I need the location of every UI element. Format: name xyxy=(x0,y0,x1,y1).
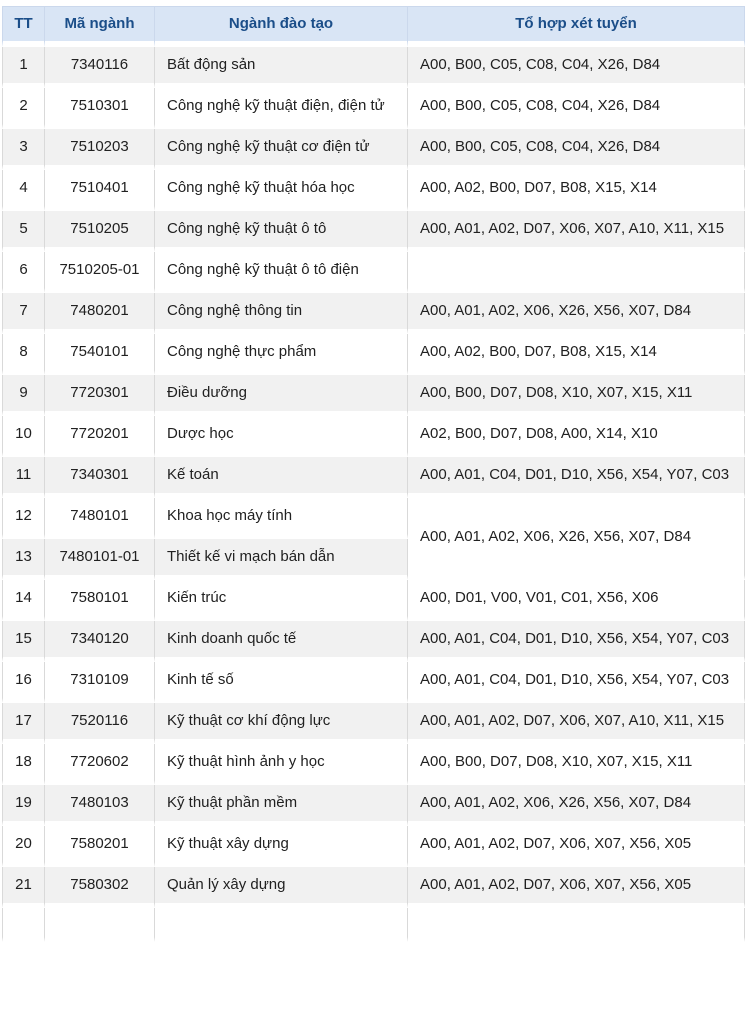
table-row xyxy=(2,170,745,211)
cell-code: 7580302 xyxy=(45,867,155,908)
table-row xyxy=(2,211,745,252)
cell-tt: 9 xyxy=(2,375,45,416)
cell-combos xyxy=(408,252,745,293)
cell-major: Công nghệ thông tin xyxy=(155,293,408,334)
cell-major: Kỹ thuật hình ảnh y học xyxy=(155,744,408,785)
cell-combos: A00, A01, C04, D01, D10, X56, X54, Y07, C03 xyxy=(408,662,745,703)
cell-tt: 3 xyxy=(2,129,45,170)
cell-major: Kỹ thuật xây dựng xyxy=(155,826,408,867)
cell-combos: A00, B00, C05, C08, C04, X26, D84 xyxy=(408,47,745,88)
cell-code: 7340301 xyxy=(45,457,155,498)
cell-tt: 21 xyxy=(2,867,45,908)
cell-tt: 8 xyxy=(2,334,45,375)
cell-code: 7720201 xyxy=(45,416,155,457)
table-row xyxy=(2,498,745,539)
cell-major: Kiến trúc xyxy=(155,580,408,621)
cell-major: Điều dưỡng xyxy=(155,375,408,416)
cell-code: 7480101 xyxy=(45,498,155,539)
table-row xyxy=(2,580,745,621)
table-row xyxy=(2,375,745,416)
cell-major: Công nghệ kỹ thuật ô tô điện xyxy=(155,252,408,293)
cell-code: 7510401 xyxy=(45,170,155,211)
cell-code: 7510301 xyxy=(45,88,155,129)
cell-tt: 10 xyxy=(2,416,45,457)
cell-code: 7480201 xyxy=(45,293,155,334)
cell-major: Bất động sản xyxy=(155,47,408,88)
table-row xyxy=(2,785,745,826)
cell-code: 7540101 xyxy=(45,334,155,375)
cell-combos: A00, B00, D07, D08, X10, X07, X15, X11 xyxy=(408,375,745,416)
cell-major: Dược học xyxy=(155,416,408,457)
header-cell-code: Mã ngành xyxy=(45,6,155,47)
cell-major: Công nghệ thực phẩm xyxy=(155,334,408,375)
table-row xyxy=(2,744,745,785)
header-cell-combos: Tổ hợp xét tuyển xyxy=(408,6,745,47)
cell-tt: 7 xyxy=(2,293,45,334)
cell-combos: A00, A01, A02, D07, X06, X07, A10, X11, X15 xyxy=(408,703,745,744)
cell-code: 7580201 xyxy=(45,826,155,867)
cell-tt: 18 xyxy=(2,744,45,785)
cell-combos: A00, B00, C05, C08, C04, X26, D84 xyxy=(408,88,745,129)
header-row xyxy=(2,6,745,47)
cell-major: Khoa học máy tính xyxy=(155,498,408,539)
cell-empty xyxy=(45,908,155,942)
table-row xyxy=(2,252,745,293)
cell-combos: A00, B00, D07, D08, X10, X07, X15, X11 xyxy=(408,744,745,785)
table-row xyxy=(2,129,745,170)
cell-code: 7340116 xyxy=(45,47,155,88)
cell-tt: 1 xyxy=(2,47,45,88)
cell-combos: A00, A01, A02, D07, X06, X07, X56, X05 xyxy=(408,867,745,908)
cell-combos: A00, A01, A02, X06, X26, X56, X07, D84 xyxy=(408,785,745,826)
table-row xyxy=(2,47,745,88)
cell-tt: 2 xyxy=(2,88,45,129)
cell-combos: A00, A01, C04, D01, D10, X56, X54, Y07, C03 xyxy=(408,457,745,498)
table-row-partial xyxy=(2,908,745,942)
cell-major: Kinh tế số xyxy=(155,662,408,703)
table-row xyxy=(2,293,745,334)
cell-code: 7480101-01 xyxy=(45,539,155,580)
cell-tt: 17 xyxy=(2,703,45,744)
cell-tt: 14 xyxy=(2,580,45,621)
cell-code: 7510205 xyxy=(45,211,155,252)
cell-code: 7720301 xyxy=(45,375,155,416)
cell-tt: 15 xyxy=(2,621,45,662)
cell-tt: 16 xyxy=(2,662,45,703)
cell-empty xyxy=(2,908,45,942)
table-body xyxy=(2,47,745,942)
table-row xyxy=(2,662,745,703)
table-row xyxy=(2,826,745,867)
cell-tt: 5 xyxy=(2,211,45,252)
cell-combos: A00, A01, A02, D07, X06, X07, A10, X11, X15 xyxy=(408,211,745,252)
table-row xyxy=(2,867,745,908)
cell-combos: A00, A01, C04, D01, D10, X56, X54, Y07, C03 xyxy=(408,621,745,662)
cell-code: 7580101 xyxy=(45,580,155,621)
cell-combos: A00, A01, A02, X06, X26, X56, X07, D84 xyxy=(408,498,745,580)
cell-empty xyxy=(408,908,745,942)
header-cell-major: Ngành đào tạo xyxy=(155,6,408,47)
table-row xyxy=(2,416,745,457)
cell-tt: 13 xyxy=(2,539,45,580)
cell-combos: A00, A02, B00, D07, B08, X15, X14 xyxy=(408,170,745,211)
cell-major: Kỹ thuật cơ khí động lực xyxy=(155,703,408,744)
cell-tt: 11 xyxy=(2,457,45,498)
cell-tt: 20 xyxy=(2,826,45,867)
cell-code: 7520116 xyxy=(45,703,155,744)
cell-code: 7310109 xyxy=(45,662,155,703)
cell-combos: A02, B00, D07, D08, A00, X14, X10 xyxy=(408,416,745,457)
cell-major: Kinh doanh quốc tế xyxy=(155,621,408,662)
cell-major: Kế toán xyxy=(155,457,408,498)
table-header xyxy=(2,6,745,47)
table-row xyxy=(2,88,745,129)
cell-combos: A00, A01, A02, D07, X06, X07, X56, X05 xyxy=(408,826,745,867)
cell-major: Quản lý xây dựng xyxy=(155,867,408,908)
cell-tt: 4 xyxy=(2,170,45,211)
table-row xyxy=(2,621,745,662)
cell-code: 7340120 xyxy=(45,621,155,662)
cell-major: Công nghệ kỹ thuật hóa học xyxy=(155,170,408,211)
cell-combos: A00, A02, B00, D07, B08, X15, X14 xyxy=(408,334,745,375)
cell-tt: 6 xyxy=(2,252,45,293)
cell-empty xyxy=(155,908,408,942)
cell-major: Công nghệ kỹ thuật điện, điện tử xyxy=(155,88,408,129)
header-cell-tt: TT xyxy=(2,6,45,47)
cell-major: Công nghệ kỹ thuật cơ điện tử xyxy=(155,129,408,170)
cell-major: Công nghệ kỹ thuật ô tô xyxy=(155,211,408,252)
cell-tt: 19 xyxy=(2,785,45,826)
table-row xyxy=(2,457,745,498)
majors-table xyxy=(2,6,745,942)
cell-code: 7510203 xyxy=(45,129,155,170)
cell-tt: 12 xyxy=(2,498,45,539)
cell-combos: A00, B00, C05, C08, C04, X26, D84 xyxy=(408,129,745,170)
table-row xyxy=(2,334,745,375)
cell-code: 7720602 xyxy=(45,744,155,785)
table-row xyxy=(2,703,745,744)
cell-code: 7510205-01 xyxy=(45,252,155,293)
cell-major: Thiết kế vi mạch bán dẫn xyxy=(155,539,408,580)
cell-code: 7480103 xyxy=(45,785,155,826)
cell-combos: A00, A01, A02, X06, X26, X56, X07, D84 xyxy=(408,293,745,334)
cell-major: Kỹ thuật phần mềm xyxy=(155,785,408,826)
cell-combos: A00, D01, V00, V01, C01, X56, X06 xyxy=(408,580,745,621)
